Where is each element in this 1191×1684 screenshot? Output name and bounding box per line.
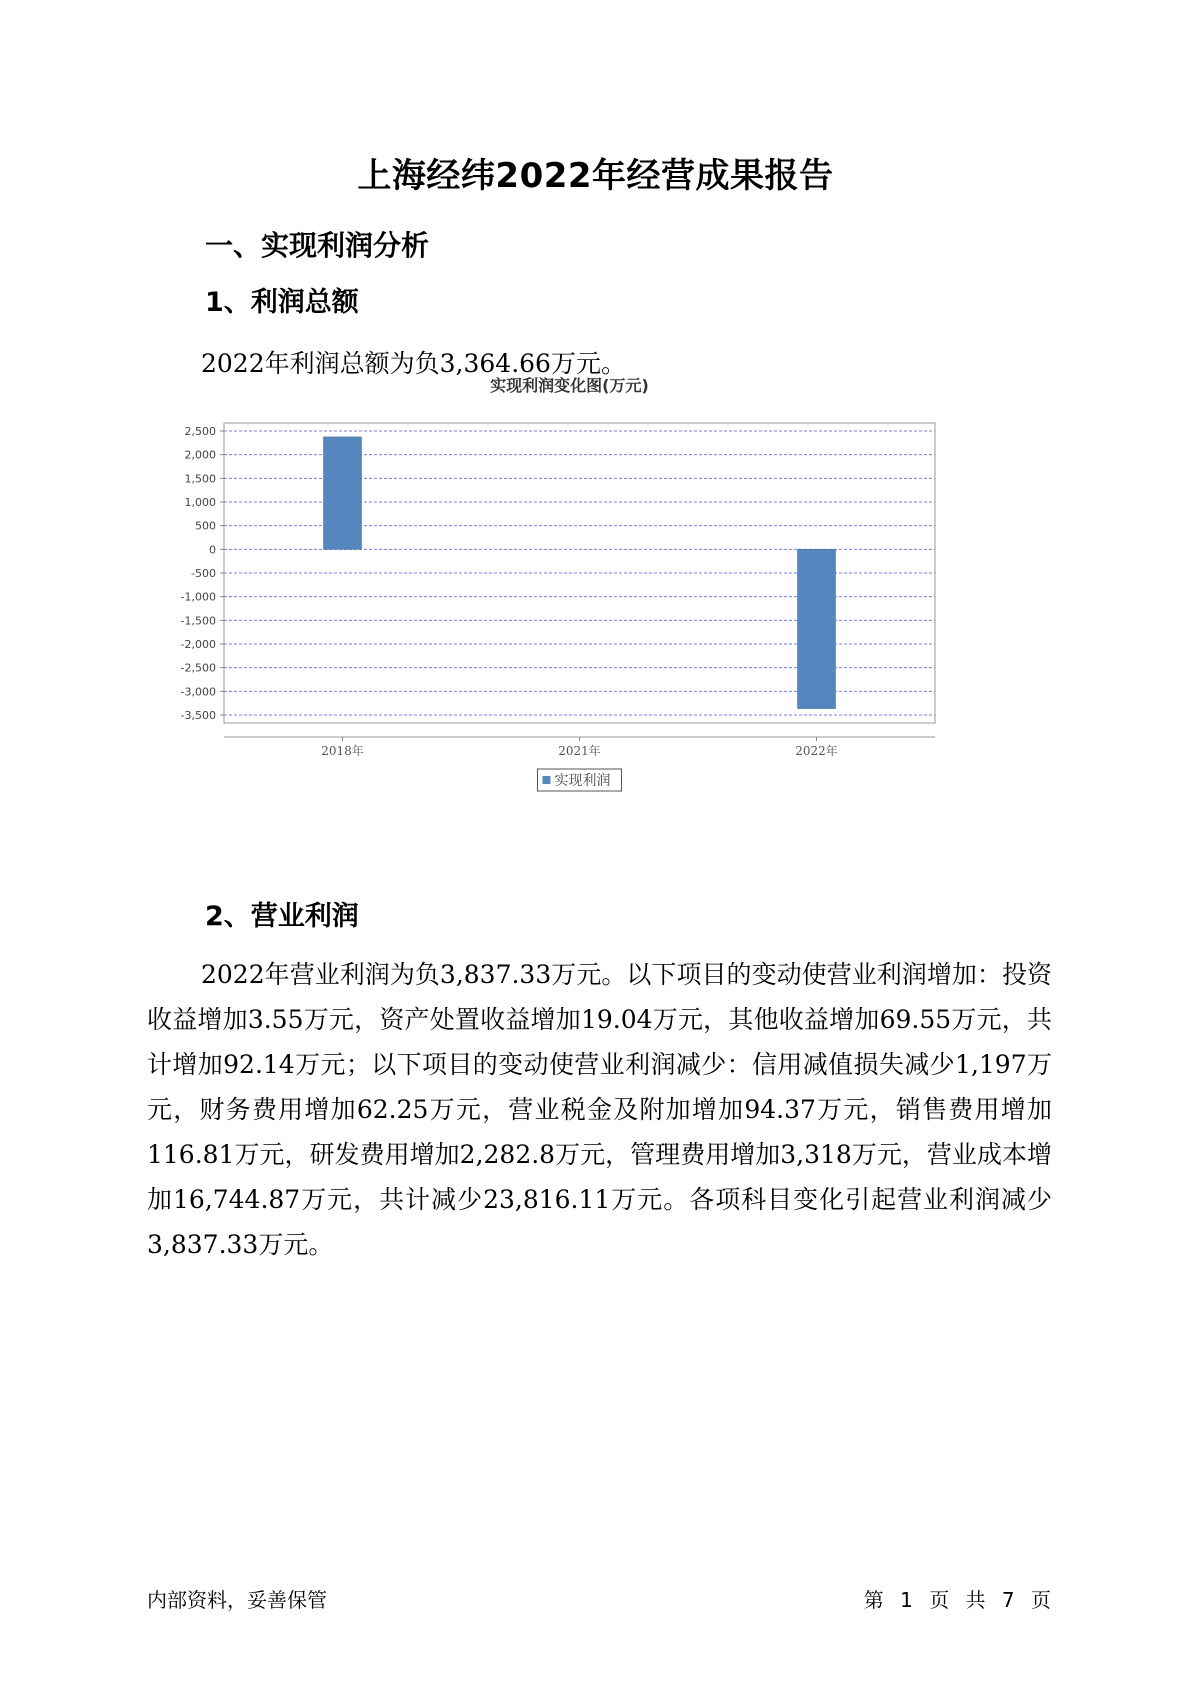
y-tick-label: -3,500	[180, 709, 216, 722]
profit-chart-svg	[160, 376, 1030, 865]
footer-total-suffix: 页	[1031, 1588, 1051, 1612]
profit-chart	[160, 376, 1030, 865]
total-profit-paragraph: 2022年利润总额为负3,364.66万元。	[201, 349, 626, 378]
footer-page-info	[858, 1584, 1051, 1613]
y-tick-label: -1,000	[180, 590, 216, 604]
y-tick-label: 1,000	[184, 496, 216, 509]
y-tick-label: 1,500	[184, 472, 216, 486]
document-title: 上海经纬2022年经营成果报告	[357, 156, 834, 196]
footer-total-pages: 7	[1001, 1588, 1015, 1612]
y-tick-label: -500	[191, 567, 216, 580]
y-tick-label: -3,000	[180, 685, 216, 699]
footer-page-mid: 页	[929, 1588, 950, 1612]
y-tick-label: -2,500	[180, 661, 216, 675]
y-axis-ticks	[181, 425, 224, 722]
y-tick-label: 500	[195, 519, 216, 533]
x-tick-label: 2018年	[321, 744, 364, 758]
footer-confidential-note: 内部资料，妥善保管	[147, 1588, 327, 1612]
footer-page-number: 1	[900, 1588, 913, 1612]
y-tick-label: -2,000	[180, 638, 216, 651]
chart-legend	[538, 769, 622, 791]
footer-page-prefix: 第	[863, 1588, 884, 1612]
y-tick-label: 2,000	[184, 448, 216, 462]
legend-swatch	[543, 776, 551, 784]
section-heading-profit-analysis: 一、实现利润分析	[205, 229, 430, 262]
x-axis-ticks	[321, 737, 838, 758]
legend-label: 实现利润	[554, 773, 611, 789]
bar-2022年	[798, 549, 836, 708]
chart-title: 实现利润变化图(万元)	[490, 376, 649, 395]
x-tick-label: 2022年	[795, 744, 838, 758]
x-tick-label: 2021年	[558, 744, 601, 758]
y-tick-label: -1,500	[180, 614, 216, 628]
bar-2018年	[324, 437, 362, 549]
subheading-operating-profit: 2、营业利润	[205, 901, 359, 932]
operating-profit-paragraph: 2022年营业利润为负3,837.33万元。以下项目的变动使营业利润增加：投资收益增加3.55万元，资产处置收益增加19.04万元，其他收益增加69.55万元，共计增加92.14万元；以下项目的变动使营业利润减少：信用减值损失减少1,197万元，财务费用增加62.25万元，营业税金及附加增加94.37万元，销售费用增加116.81万元，研发费用增加2,282.8万元，管理费用增加3,318万元，营业成本增加16,744.87万元，共计减少23,816.11万元。各项科目变化引起营业利润减少3,837.33万元。	[147, 960, 1052, 1259]
footer-total-prefix: 共	[965, 1588, 986, 1612]
y-tick-label: 0	[209, 543, 216, 557]
subheading-total-profit: 1、利润总额	[205, 287, 359, 318]
y-tick-label: 2,500	[184, 425, 216, 438]
